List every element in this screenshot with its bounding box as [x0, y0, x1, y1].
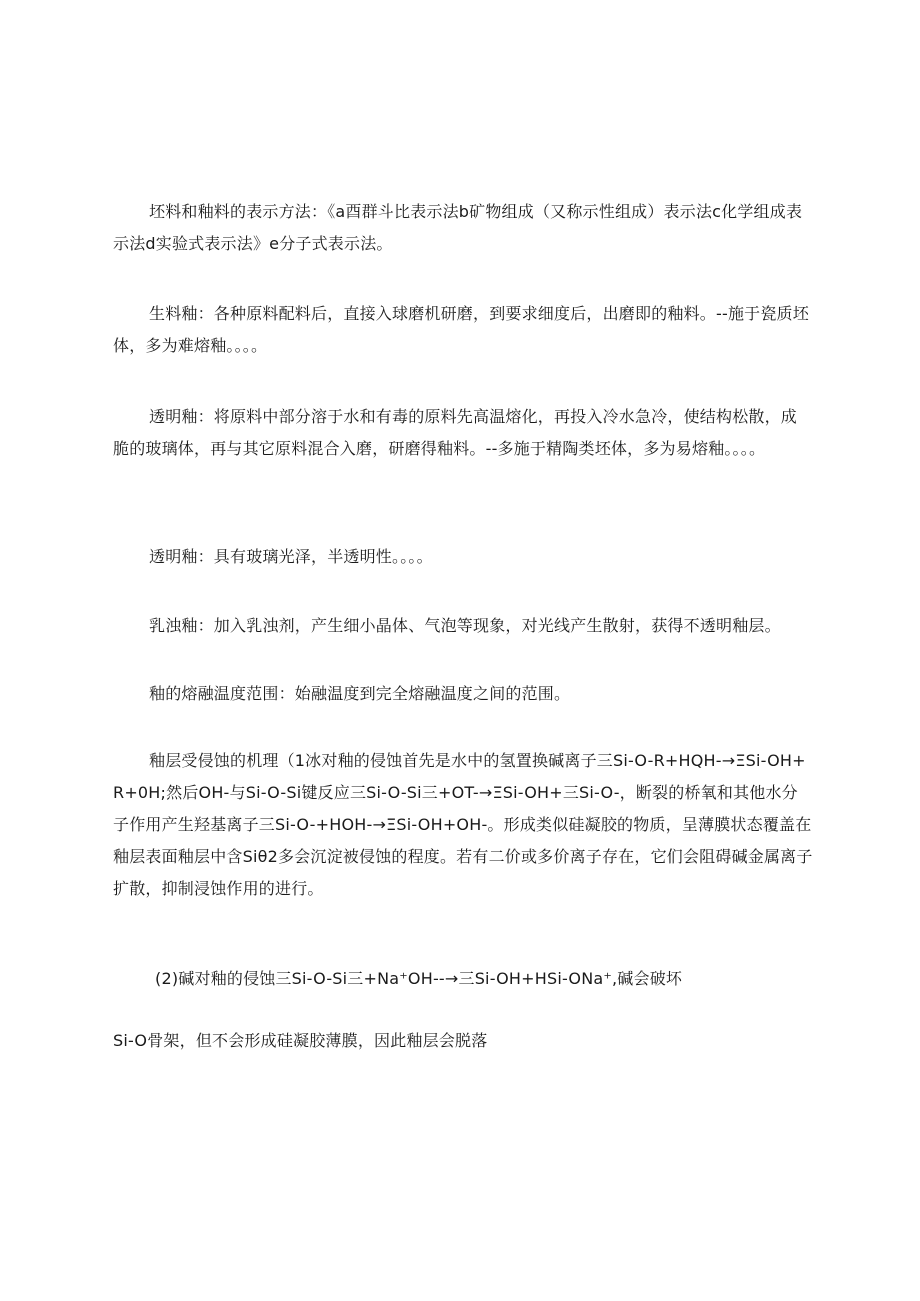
paragraph-opaque-glaze: 乳浊釉：加入乳浊剂，产生细小晶体、气泡等现象，对光线产生散射，获得不透明釉层。 [149, 616, 781, 635]
paragraph-alkali-erosion-continued: Si-O骨架，但不会形成硅凝胶薄膜，因此釉层会脱落 [113, 1031, 488, 1050]
paragraph-transparent-glaze-property: 透明釉：具有玻璃光泽，半透明性。。。。 [149, 547, 433, 566]
paragraph-transparent-glaze-process: 透明釉：将原料中部分溶于水和有毒的原料先高温熔化，再投入冷水急冷，使结构松散，成脆的玻璃体，再与其它原料混合入磨，研磨得釉料。--多施于精陶类坯体，多为易熔釉。。。。 [113, 407, 798, 458]
paragraph-body-material-notation: 坯料和釉料的表示方法：《a酉群斗比表示法b矿物组成（又称示性组成）表示法c化学组成表示法d实验式表示法》e分子式表示法。 [113, 202, 803, 253]
paragraph-erosion-mechanism: 釉层受侵蚀的机理（1冰对釉的侵蚀首先是水中的氢置换碱离子三Si-O-R+HQH-→ΞSi-OH+R+0H;然后OH-与Si-O-Si键反应三Si-O-Si三+OT-→ΞSi-OH+三Si-O-，断裂的桥氧和其他水分子作用产生羟基离子三Si-O-+HOH-→ΞSi-OH+OH-。形成类似硅凝胶的物质，呈薄膜状态覆盖在釉层表面釉层中含Siθ2多会沉淀被侵蚀的程度。若有二价或多价离子存在，它们会阻碍碱金属离子扩散，抑制浸蚀作用的进行。 [113, 751, 813, 898]
paragraph-melting-range: 釉的熔融温度范围：始融温度到完全熔融温度之间的范围。 [149, 684, 571, 703]
paragraph-raw-glaze: 生料釉：各种原料配料后，直接入球磨机研磨，到要求细度后，出磨即的釉料。--施于瓷质坯体，多为难熔釉。。。。 [113, 304, 809, 355]
paragraph-alkali-erosion: (2)碱对釉的侵蚀三Si-O-Si三+Na⁺OH--→三Si-OH+HSi-ONa⁺,碱会破坏 [155, 969, 683, 988]
